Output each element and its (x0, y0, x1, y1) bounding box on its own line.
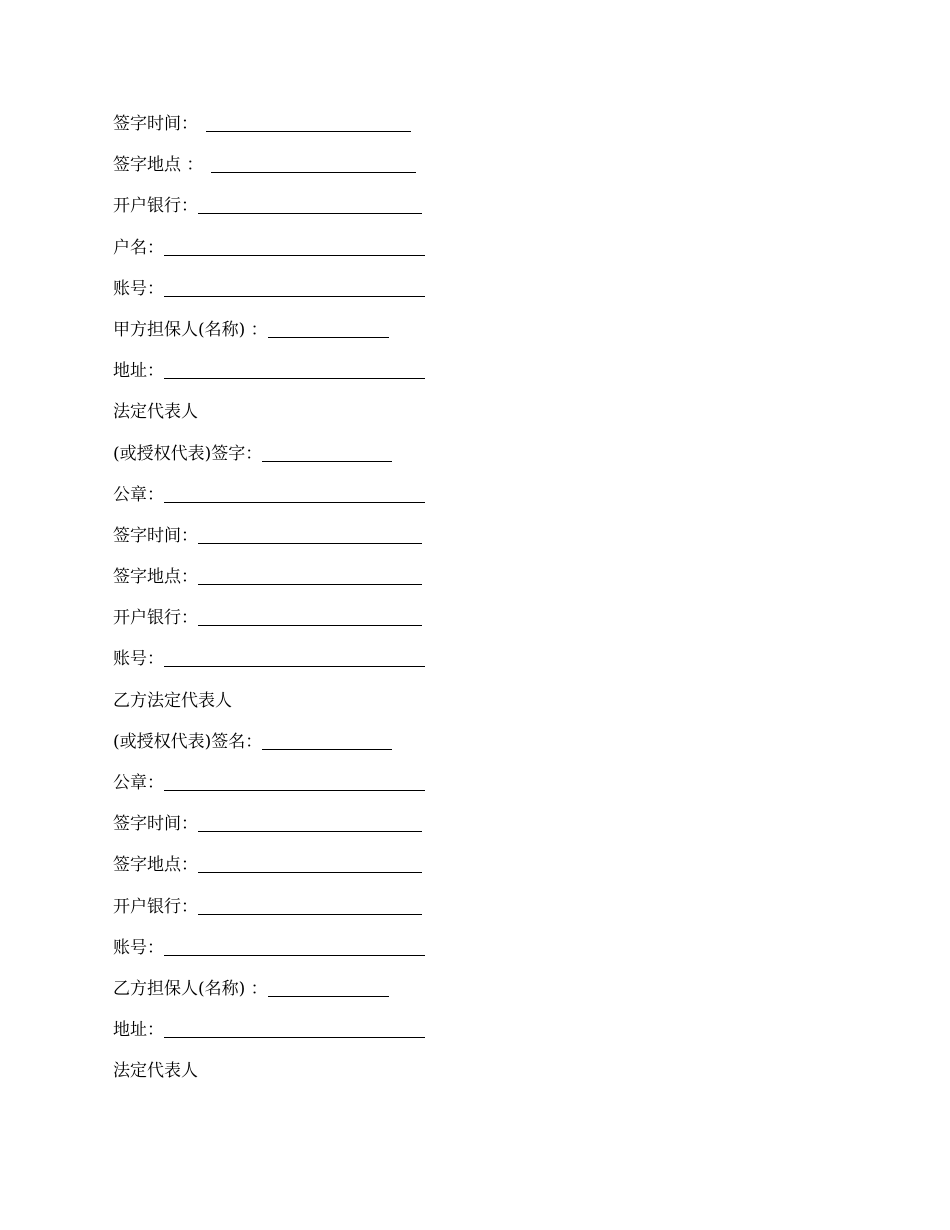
field-label: 账号： (113, 649, 164, 670)
signature-blank[interactable] (262, 440, 392, 462)
signature-blank[interactable] (164, 234, 425, 256)
signature-blank[interactable] (198, 604, 422, 626)
form-line-bank (113, 599, 513, 640)
signature-blank[interactable] (211, 151, 416, 173)
signature-blank[interactable] (198, 563, 422, 585)
field-label: 户名： (113, 237, 164, 258)
signature-blank[interactable] (198, 192, 422, 214)
field-label: 公章： (113, 773, 164, 793)
signature-blank[interactable] (164, 1016, 425, 1038)
signature-blank[interactable] (268, 975, 389, 997)
field-label: 法定代表人 (113, 402, 198, 423)
signature-blank[interactable] (164, 645, 425, 667)
signature-blank[interactable] (206, 110, 411, 132)
field-label: 乙方担保人(名称) ： (113, 978, 268, 999)
form-line-account-number (113, 929, 513, 970)
form-line-authorized-signature (113, 723, 513, 764)
form-line-seal (113, 764, 513, 805)
signature-blank[interactable] (164, 769, 425, 791)
form-line-address (113, 1011, 513, 1052)
field-label: 账号： (113, 278, 164, 299)
signature-blank[interactable] (164, 275, 425, 297)
form-line-sign-place (113, 146, 513, 187)
signature-blank[interactable] (198, 810, 422, 832)
form-line-legal-rep (113, 1052, 513, 1093)
signature-form (113, 105, 513, 1094)
signature-blank[interactable] (198, 893, 422, 915)
signature-blank[interactable] (164, 357, 425, 379)
form-line-sign-time (113, 517, 513, 558)
field-label: (或授权代表)签字： (113, 443, 263, 464)
form-line-sign-time (113, 105, 513, 146)
signature-blank[interactable] (268, 316, 389, 338)
form-line-legal-rep (113, 393, 513, 434)
field-label: 开户银行： (113, 896, 198, 917)
field-label: 账号： (113, 937, 164, 958)
field-label: 法定代表人 (113, 1061, 198, 1082)
signature-blank[interactable] (164, 934, 425, 956)
field-label: 签字时间： (113, 525, 198, 546)
field-label: 公章： (113, 484, 164, 505)
form-line-guarantor-a (113, 311, 513, 352)
field-label: (或授权代表)签名： (113, 731, 263, 752)
form-line-sign-place (113, 846, 513, 887)
form-line-party-b-legal-rep (113, 682, 513, 723)
form-line-account-number (113, 270, 513, 311)
signature-blank[interactable] (198, 522, 422, 544)
field-label: 甲方担保人(名称) ： (113, 319, 268, 340)
field-label: 开户银行： (113, 196, 198, 217)
field-label: 签字时间： (113, 114, 198, 134)
field-label: 签字地点： (113, 567, 198, 588)
form-line-bank (113, 187, 513, 228)
signature-blank[interactable] (262, 728, 392, 750)
field-label: 开户银行： (113, 608, 198, 629)
form-line-bank (113, 888, 513, 929)
form-line-account-name (113, 229, 513, 270)
form-line-sign-time (113, 805, 513, 846)
field-label: 签字时间： (113, 814, 198, 835)
form-line-account-number (113, 640, 513, 681)
form-line-authorized-sign (113, 435, 513, 476)
form-line-seal (113, 476, 513, 517)
signature-blank[interactable] (164, 481, 425, 503)
form-line-address (113, 352, 513, 393)
form-line-sign-place (113, 558, 513, 599)
field-label: 地址： (113, 361, 164, 382)
field-label: 签字地点 ： (113, 155, 204, 176)
field-label: 地址： (113, 1020, 164, 1041)
field-label: 签字地点： (113, 855, 198, 876)
form-line-guarantor-b (113, 970, 513, 1011)
signature-blank[interactable] (198, 851, 422, 873)
field-label: 乙方法定代表人 (113, 690, 232, 711)
